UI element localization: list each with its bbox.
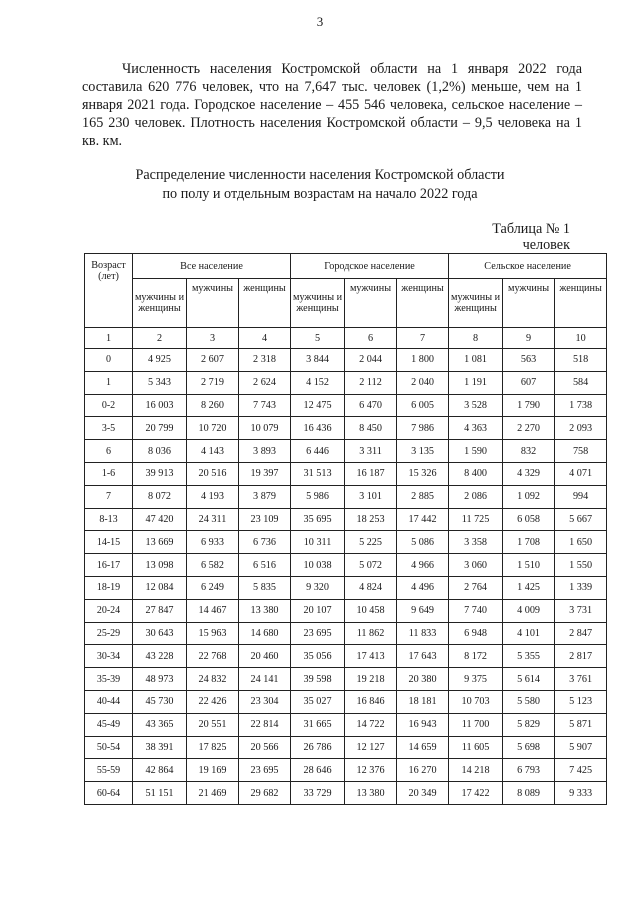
value-cell: 1 800 — [397, 349, 449, 372]
value-cell: 10 720 — [187, 417, 239, 440]
group-header-urban: Городское население — [291, 254, 449, 279]
value-cell: 17 442 — [397, 508, 449, 531]
table-label: Таблица № 1 — [492, 221, 570, 237]
value-cell: 4 496 — [397, 576, 449, 599]
value-cell: 4 009 — [503, 599, 555, 622]
column-number: 8 — [449, 328, 503, 349]
value-cell: 4 966 — [397, 554, 449, 577]
value-cell: 1 425 — [503, 576, 555, 599]
value-cell: 2 764 — [449, 576, 503, 599]
value-cell: 20 349 — [397, 782, 449, 805]
age-cell: 20-24 — [85, 599, 133, 622]
value-cell: 6 516 — [239, 554, 291, 577]
value-cell: 5 986 — [291, 485, 345, 508]
value-cell: 35 056 — [291, 645, 345, 668]
value-cell: 8 072 — [133, 485, 187, 508]
table-row — [85, 645, 607, 668]
value-cell: 11 700 — [449, 713, 503, 736]
value-cell: 584 — [555, 371, 607, 394]
value-cell: 994 — [555, 485, 607, 508]
value-cell: 1 550 — [555, 554, 607, 577]
age-cell: 1 — [85, 371, 133, 394]
column-number: 4 — [239, 328, 291, 349]
value-cell: 17 825 — [187, 736, 239, 759]
value-cell: 10 458 — [345, 599, 397, 622]
value-cell: 3 060 — [449, 554, 503, 577]
subheader: мужчины — [503, 279, 555, 328]
value-cell: 5 835 — [239, 576, 291, 599]
caption-line-1: Распределение численности населения Костромской области — [135, 167, 505, 183]
value-cell: 4 329 — [503, 462, 555, 485]
table-row — [85, 554, 607, 577]
value-cell: 9 649 — [397, 599, 449, 622]
table-row — [85, 736, 607, 759]
value-cell: 18 181 — [397, 690, 449, 713]
age-cell: 16-17 — [85, 554, 133, 577]
value-cell: 14 218 — [449, 759, 503, 782]
value-cell: 11 605 — [449, 736, 503, 759]
value-cell: 3 101 — [345, 485, 397, 508]
subheader: мужчины — [187, 279, 239, 328]
value-cell: 20 516 — [187, 462, 239, 485]
value-cell: 5 698 — [503, 736, 555, 759]
table-row — [85, 713, 607, 736]
value-cell: 24 311 — [187, 508, 239, 531]
table-row — [85, 759, 607, 782]
column-number: 9 — [503, 328, 555, 349]
value-cell: 2 044 — [345, 349, 397, 372]
value-cell: 16 436 — [291, 417, 345, 440]
value-cell: 6 470 — [345, 394, 397, 417]
table-row — [85, 417, 607, 440]
table-row — [85, 394, 607, 417]
value-cell: 45 730 — [133, 690, 187, 713]
value-cell: 4 071 — [555, 462, 607, 485]
value-cell: 19 397 — [239, 462, 291, 485]
column-number: 6 — [345, 328, 397, 349]
page-number: 3 — [316, 14, 324, 29]
value-cell: 5 343 — [133, 371, 187, 394]
value-cell: 16 003 — [133, 394, 187, 417]
age-cell: 8-13 — [85, 508, 133, 531]
value-cell: 563 — [503, 349, 555, 372]
population-table — [84, 253, 607, 805]
value-cell: 17 413 — [345, 645, 397, 668]
value-cell: 48 973 — [133, 668, 187, 691]
age-cell: 18-19 — [85, 576, 133, 599]
value-cell: 21 469 — [187, 782, 239, 805]
value-cell: 3 879 — [239, 485, 291, 508]
value-cell: 1 339 — [555, 576, 607, 599]
value-cell: 2 817 — [555, 645, 607, 668]
value-cell: 35 695 — [291, 508, 345, 531]
subheader: мужчины — [345, 279, 397, 328]
subheader: женщины — [397, 279, 449, 328]
value-cell: 3 761 — [555, 668, 607, 691]
age-cell: 0 — [85, 349, 133, 372]
value-cell: 1 650 — [555, 531, 607, 554]
column-number: 5 — [291, 328, 345, 349]
column-number: 2 — [133, 328, 187, 349]
age-cell: 45-49 — [85, 713, 133, 736]
value-cell: 2 719 — [187, 371, 239, 394]
value-cell: 3 358 — [449, 531, 503, 554]
value-cell: 7 743 — [239, 394, 291, 417]
value-cell: 8 089 — [503, 782, 555, 805]
value-cell: 5 086 — [397, 531, 449, 554]
value-cell: 16 943 — [397, 713, 449, 736]
value-cell: 4 143 — [187, 440, 239, 463]
value-cell: 31 665 — [291, 713, 345, 736]
value-cell: 19 169 — [187, 759, 239, 782]
table-row — [85, 349, 607, 372]
value-cell: 1 092 — [503, 485, 555, 508]
value-cell: 11 833 — [397, 622, 449, 645]
value-cell: 1 708 — [503, 531, 555, 554]
value-cell: 10 311 — [291, 531, 345, 554]
value-cell: 22 814 — [239, 713, 291, 736]
value-cell: 1 790 — [503, 394, 555, 417]
value-cell: 23 695 — [291, 622, 345, 645]
table-row — [85, 485, 607, 508]
intro-text: Численность населения Костромской области на 1 января 2022 года составила 620 776 человек, что на 7,647 тыс. человек (1,2%) меньше, чем на 1 января 2021 года. Городское население – 455 546 человека, сельское население – 165 230 человек. Плотность населения Костромской области – 9,5 человека на 1 кв. км. — [82, 61, 582, 149]
value-cell: 2 607 — [187, 349, 239, 372]
value-cell: 2 318 — [239, 349, 291, 372]
value-cell: 3 528 — [449, 394, 503, 417]
value-cell: 2 847 — [555, 622, 607, 645]
value-cell: 39 598 — [291, 668, 345, 691]
value-cell: 1 191 — [449, 371, 503, 394]
value-cell: 518 — [555, 349, 607, 372]
value-cell: 9 375 — [449, 668, 503, 691]
value-cell: 9 333 — [555, 782, 607, 805]
table-row — [85, 576, 607, 599]
value-cell: 5 355 — [503, 645, 555, 668]
value-cell: 5 614 — [503, 668, 555, 691]
value-cell: 4 363 — [449, 417, 503, 440]
age-header: Возраст (лет) — [85, 254, 133, 328]
value-cell: 2 624 — [239, 371, 291, 394]
value-cell: 7 425 — [555, 759, 607, 782]
value-cell: 6 948 — [449, 622, 503, 645]
table-caption — [0, 166, 640, 204]
age-cell: 30-34 — [85, 645, 133, 668]
value-cell: 2 086 — [449, 485, 503, 508]
value-cell: 607 — [503, 371, 555, 394]
table-row — [85, 622, 607, 645]
value-cell: 29 682 — [239, 782, 291, 805]
age-cell: 14-15 — [85, 531, 133, 554]
table-row — [85, 508, 607, 531]
value-cell: 8 400 — [449, 462, 503, 485]
value-cell: 2 112 — [345, 371, 397, 394]
table-label-block — [492, 221, 570, 253]
value-cell: 39 913 — [133, 462, 187, 485]
value-cell: 5 829 — [503, 713, 555, 736]
age-cell: 55-59 — [85, 759, 133, 782]
value-cell: 758 — [555, 440, 607, 463]
age-cell: 35-39 — [85, 668, 133, 691]
column-number: 1 — [85, 328, 133, 349]
table-unit: человек — [522, 237, 570, 253]
value-cell: 14 722 — [345, 713, 397, 736]
value-cell: 13 380 — [345, 782, 397, 805]
value-cell: 16 187 — [345, 462, 397, 485]
value-cell: 43 365 — [133, 713, 187, 736]
value-cell: 24 141 — [239, 668, 291, 691]
age-cell: 6 — [85, 440, 133, 463]
value-cell: 22 768 — [187, 645, 239, 668]
subheader: женщины — [555, 279, 607, 328]
value-cell: 4 193 — [187, 485, 239, 508]
value-cell: 23 304 — [239, 690, 291, 713]
age-cell: 7 — [85, 485, 133, 508]
age-cell: 1-6 — [85, 462, 133, 485]
value-cell: 18 253 — [345, 508, 397, 531]
value-cell: 7 986 — [397, 417, 449, 440]
value-cell: 20 551 — [187, 713, 239, 736]
value-cell: 6 793 — [503, 759, 555, 782]
value-cell: 2 885 — [397, 485, 449, 508]
value-cell: 3 135 — [397, 440, 449, 463]
value-cell: 8 260 — [187, 394, 239, 417]
value-cell: 2 040 — [397, 371, 449, 394]
table-row — [85, 462, 607, 485]
column-number-row — [85, 328, 607, 349]
value-cell: 15 963 — [187, 622, 239, 645]
value-cell: 10 038 — [291, 554, 345, 577]
table-row — [85, 668, 607, 691]
value-cell: 4 101 — [503, 622, 555, 645]
age-cell: 50-54 — [85, 736, 133, 759]
value-cell: 20 460 — [239, 645, 291, 668]
value-cell: 3 893 — [239, 440, 291, 463]
caption-line-2: по полу и отдельным возрастам на начало 2022 года — [162, 186, 478, 202]
value-cell: 6 249 — [187, 576, 239, 599]
value-cell: 7 740 — [449, 599, 503, 622]
value-cell: 13 380 — [239, 599, 291, 622]
value-cell: 14 659 — [397, 736, 449, 759]
column-number: 7 — [397, 328, 449, 349]
value-cell: 1 590 — [449, 440, 503, 463]
age-cell: 25-29 — [85, 622, 133, 645]
value-cell: 14 467 — [187, 599, 239, 622]
table-body — [85, 349, 607, 805]
value-cell: 51 151 — [133, 782, 187, 805]
value-cell: 23 695 — [239, 759, 291, 782]
value-cell: 19 218 — [345, 668, 397, 691]
value-cell: 26 786 — [291, 736, 345, 759]
value-cell: 42 864 — [133, 759, 187, 782]
value-cell: 6 582 — [187, 554, 239, 577]
value-cell: 12 475 — [291, 394, 345, 417]
value-cell: 1 081 — [449, 349, 503, 372]
value-cell: 28 646 — [291, 759, 345, 782]
value-cell: 13 669 — [133, 531, 187, 554]
value-cell: 20 107 — [291, 599, 345, 622]
value-cell: 5 871 — [555, 713, 607, 736]
value-cell: 4 152 — [291, 371, 345, 394]
column-number: 10 — [555, 328, 607, 349]
value-cell: 10 079 — [239, 417, 291, 440]
value-cell: 16 270 — [397, 759, 449, 782]
value-cell: 13 098 — [133, 554, 187, 577]
value-cell: 5 580 — [503, 690, 555, 713]
value-cell: 5 667 — [555, 508, 607, 531]
value-cell: 3 844 — [291, 349, 345, 372]
table-row — [85, 690, 607, 713]
value-cell: 20 566 — [239, 736, 291, 759]
intro-paragraph — [82, 60, 582, 150]
age-cell: 40-44 — [85, 690, 133, 713]
value-cell: 3 731 — [555, 599, 607, 622]
value-cell: 2 270 — [503, 417, 555, 440]
table-row — [85, 599, 607, 622]
value-cell: 16 846 — [345, 690, 397, 713]
table-row — [85, 440, 607, 463]
table-row — [85, 782, 607, 805]
value-cell: 38 391 — [133, 736, 187, 759]
value-cell: 47 420 — [133, 508, 187, 531]
value-cell: 33 729 — [291, 782, 345, 805]
value-cell: 23 109 — [239, 508, 291, 531]
value-cell: 3 311 — [345, 440, 397, 463]
value-cell: 1 738 — [555, 394, 607, 417]
value-cell: 6 446 — [291, 440, 345, 463]
subheader: мужчины и женщины — [133, 279, 187, 328]
value-cell: 17 643 — [397, 645, 449, 668]
value-cell: 9 320 — [291, 576, 345, 599]
value-cell: 12 084 — [133, 576, 187, 599]
age-cell: 0-2 — [85, 394, 133, 417]
group-header-rural: Сельское население — [449, 254, 607, 279]
value-cell: 2 093 — [555, 417, 607, 440]
value-cell: 6 933 — [187, 531, 239, 554]
value-cell: 15 326 — [397, 462, 449, 485]
column-number: 3 — [187, 328, 239, 349]
value-cell: 22 426 — [187, 690, 239, 713]
subheader: мужчины и женщины — [449, 279, 503, 328]
value-cell: 6 005 — [397, 394, 449, 417]
value-cell: 8 172 — [449, 645, 503, 668]
value-cell: 35 027 — [291, 690, 345, 713]
value-cell: 12 376 — [345, 759, 397, 782]
value-cell: 832 — [503, 440, 555, 463]
value-cell: 12 127 — [345, 736, 397, 759]
value-cell: 4 925 — [133, 349, 187, 372]
value-cell: 14 680 — [239, 622, 291, 645]
value-cell: 5 072 — [345, 554, 397, 577]
value-cell: 8 036 — [133, 440, 187, 463]
value-cell: 43 228 — [133, 645, 187, 668]
value-cell: 11 862 — [345, 622, 397, 645]
value-cell: 30 643 — [133, 622, 187, 645]
value-cell: 17 422 — [449, 782, 503, 805]
value-cell: 11 725 — [449, 508, 503, 531]
table-row — [85, 531, 607, 554]
value-cell: 4 824 — [345, 576, 397, 599]
value-cell: 5 225 — [345, 531, 397, 554]
value-cell: 5 123 — [555, 690, 607, 713]
age-cell: 60-64 — [85, 782, 133, 805]
value-cell: 8 450 — [345, 417, 397, 440]
value-cell: 10 703 — [449, 690, 503, 713]
value-cell: 27 847 — [133, 599, 187, 622]
value-cell: 6 058 — [503, 508, 555, 531]
value-cell: 5 907 — [555, 736, 607, 759]
value-cell: 31 513 — [291, 462, 345, 485]
subheader: женщины — [239, 279, 291, 328]
value-cell: 6 736 — [239, 531, 291, 554]
value-cell: 20 799 — [133, 417, 187, 440]
value-cell: 1 510 — [503, 554, 555, 577]
value-cell: 20 380 — [397, 668, 449, 691]
group-header-all: Все население — [133, 254, 291, 279]
subheader: мужчины и женщины — [291, 279, 345, 328]
table-row — [85, 371, 607, 394]
age-cell: 3-5 — [85, 417, 133, 440]
value-cell: 24 832 — [187, 668, 239, 691]
